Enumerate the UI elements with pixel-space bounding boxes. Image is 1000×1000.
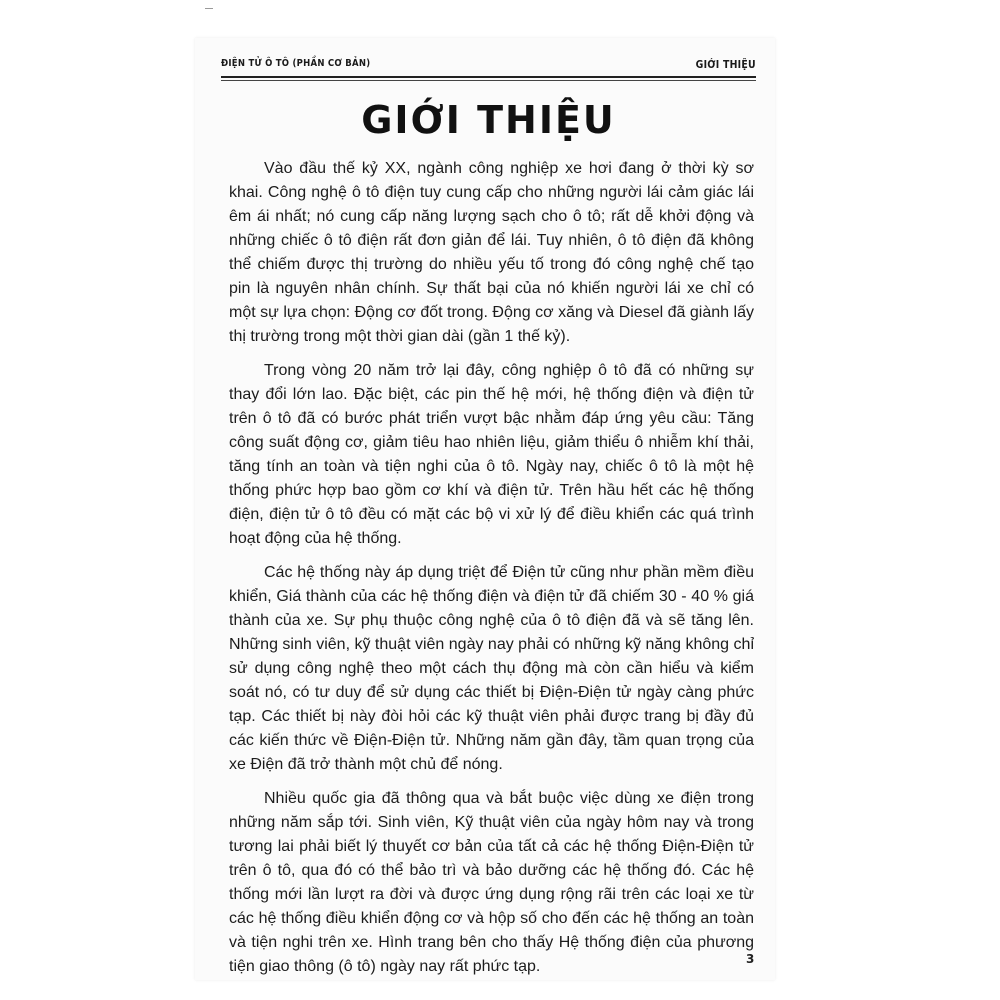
running-header — [221, 58, 756, 74]
running-header-book-title: ĐIỆN TỬ Ô TÔ (PHẦN CƠ BẢN) — [221, 58, 371, 69]
paragraph-3: Các hệ thống này áp dụng triệt để Điện tử cũng như phần mềm điều khiển, Giá thành của các hệ thống điện và điện tử đã chiếm 30 - 40 % giá thành của xe. Sự phụ thuộc công nghệ của ô tô điện đã và sẽ tăng lên. Những sinh viên, kỹ thuật viên ngày nay phải có những kỹ năng không chỉ sử dụng công nghệ theo một cách thụ động mà còn cần hiểu và kiểm soát nó, có tư duy để sử dụng các thiết bị Điện-Điện tử ngày càng phức tạp. Các thiết bị này đòi hỏi các kỹ thuật viên phải được trang bị đầy đủ các kiến thức về Điện-Điện tử. Những năm gần đây, tầm quan trọng của xe Điện đã trở thành một chủ để nóng. — [229, 564, 754, 773]
header-rule — [221, 76, 756, 78]
paragraph-4: Nhiều quốc gia đã thông qua và bắt buộc việc dùng xe điện trong những năm sắp tới. Sinh viên, Kỹ thuật viên của ngày hôm nay và trong tương lai phải biết lý thuyết cơ bản của tất cả các hệ thống Điện-Điện tử trên ô tô, qua đó có thể bảo trì và bảo dưỡng các hệ thống đó. Các hệ thống mới lần lượt ra đời và được ứng dụng rộng rãi trên các loại xe từ các hệ thống điều khiển động cơ và hộp số cho đến các hệ thống an toàn và tiện nghi trên xe. Hình trang bên cho thấy Hệ thống điện của phương tiện giao thông (ô tô) ngày nay rất phức tạp. — [229, 790, 754, 975]
paragraph-2: Trong vòng 20 năm trở lại đây, công nghiệp ô tô đã có những sự thay đổi lớn lao. Đặc biệt, các pin thế hệ mới, hệ thống điện và điện tử trên ô tô đã có bước phát triển vượt bậc nhằm đáp ứng yêu cầu: Tăng công suất động cơ, giảm tiêu hao nhiên liệu, giảm thiểu ô nhiễm khí thải, tăng tính an toàn và tiện nghi của ô tô. Ngày nay, chiếc ô tô là một hệ thống phức hợp bao gồm cơ khí và điện tử. Trên hầu hết các hệ thống điện, điện tử ô tô đều có mặt các bộ vi xử lý để điều khiển các quá trình hoạt động của hệ thống. — [229, 362, 754, 547]
body-text — [229, 157, 754, 989]
header-rule-thin — [221, 80, 756, 81]
page-number: 3 — [746, 952, 755, 966]
paragraph-1: Vào đầu thế kỷ XX, ngành công nghiệp xe hơi đang ở thời kỳ sơ khai. Công nghệ ô tô điện tuy cung cấp cho những người lái cảm giác lái êm ái nhất; nó cung cấp năng lượng sạch cho ô tô; rất dễ khởi động và những chiếc ô tô điện rất đơn giản để lái. Tuy nhiên, ô tô điện đã không thể chiếm được thị trường do nhiều yếu tố trong đó công nghệ chế tạo pin là nguyên nhân chính. Sự thất bại của nó khiến người lái xe chỉ có một sự lựa chọn: Động cơ đốt trong. Động cơ xăng và Diesel đã giành lấy thị trường trong một thời gian dài (gần 1 thế kỷ). — [229, 160, 754, 345]
chapter-title: GIỚI THIỆU — [361, 98, 616, 142]
scan-speck — [205, 8, 213, 9]
running-header-chapter: GIỚI THIỆU — [695, 58, 756, 71]
